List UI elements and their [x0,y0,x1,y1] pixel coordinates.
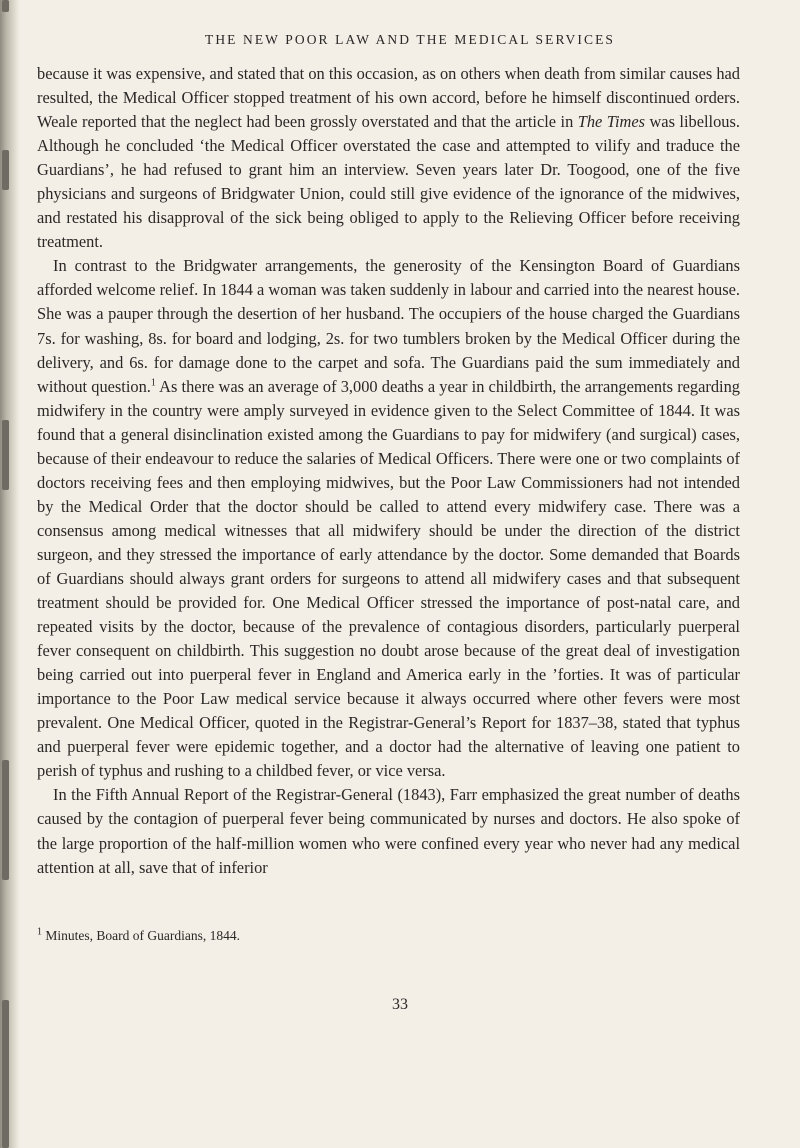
paragraph [37,783,740,879]
running-head: THE NEW POOR LAW AND THE MEDICAL SERVICES [204,32,616,47]
body-text [37,62,740,880]
page-binding-edge [0,0,20,1148]
paragraph-text: In the Fifth Annual Report of the Registrar-General (1843), Farr emphasized the great number of deaths caused by the contagion of puerperal fever being communicated by nurses and doctors. He also spoke of the large proportion of the half-million women who were confined every year who never had any medical attention at all, save that of inferior [37,785,740,877]
italic-title: The Times [577,112,646,132]
paragraph [37,254,740,783]
paragraph [37,62,740,254]
paragraph-text: In contrast to the Bridgwater arrangements, the generosity of the Kensington Board of Guardians afforded welcome relief. In 1844 a woman was taken suddenly in labour and carried into the nearest house. She was a pauper through the desertion of her husband. The occupiers of the house charged the Guardians 7s. for washing, 8s. for board and lodging, 2s. for two tumblers broken by the Medical Officer during the delivery, and 6s. for damage done to the carpet and sofa. The Guardians paid the sum immediately and without question. [37,256,740,396]
footnote-marker: 1 [37,926,42,938]
paragraph-text: As there was an average of 3,000 deaths a year in childbirth, the arrangements regarding midwifery in the country were amply surveyed in evidence given to the Select Committee of 1844. It was found that a general disinclination existed among the Guardians to pay for midwifery (and surgical) cases, because of their endeavour to reduce the salaries of Medical Officers. There were one or two complaints of doctors receiving fees and then employing midwives, but the Poor Law Commissioners had not intended by the Medical Order that the doctor should be called to attend every midwifery case. There was a consensus among medical witnesses that all midwifery should be under the direction of the district surgeon, and they stressed the importance of early attendance by the doctor. Some demanded that Boards of Guardians should always grant orders for surgeons to attend all midwifery cases and that subsequent treatment should be provided for. One Medical Officer stressed the importance of post-natal care, and repeated visits by the doctor, because of the prevalence of contagious disorders, particularly puerperal fever consequent on childbirth. This suggestion no doubt arose because of the great deal of investigation being carried out into puerperal fever in England and America early in the ’forties. It was of particular importance to the Poor Law medical service because it always occurred where other fevers were most prevalent. One Medical Officer, quoted in the Registrar-General’s Report for 1837–38, stated that typhus and puerperal fever were epidemic together, and a doctor had the alternative of leaving one patient to perish of typhus and rushing to a childbed fever, or vice versa. [37,376,741,781]
page-number: 33 [392,996,408,1013]
footnote-text: Minutes, Board of Guardians, 1844. [42,928,240,943]
paragraph-text: because it was expensive, and stated that on this occasion, as on others when death from similar causes had resulted, the Medical Officer stopped treatment of his own accord, before he himself discontinued orders. Weale reported that the neglect had been grossly overstated and that the article in [37,64,740,132]
footnote-reference[interactable]: 1 [150,377,156,389]
paragraph-text: was libellous. Although he concluded ‘the Medical Officer overstated the case and attempted to vilify and traduce the Guardians’, he had refused to grant him an interview. Seven years later Dr. Toogood, one of the five physicians and surgeons of Bridgwater Union, could still give evidence of the ignorance of the midwives, and restated his disapproval of the sick being obliged to apply to the Relieving Officer before receiving treatment. [37,112,740,252]
binding-mark [2,1000,9,1148]
binding-mark [2,150,9,190]
footnote [37,928,740,944]
binding-mark [2,420,9,490]
binding-mark [2,0,9,12]
binding-mark [2,760,9,880]
